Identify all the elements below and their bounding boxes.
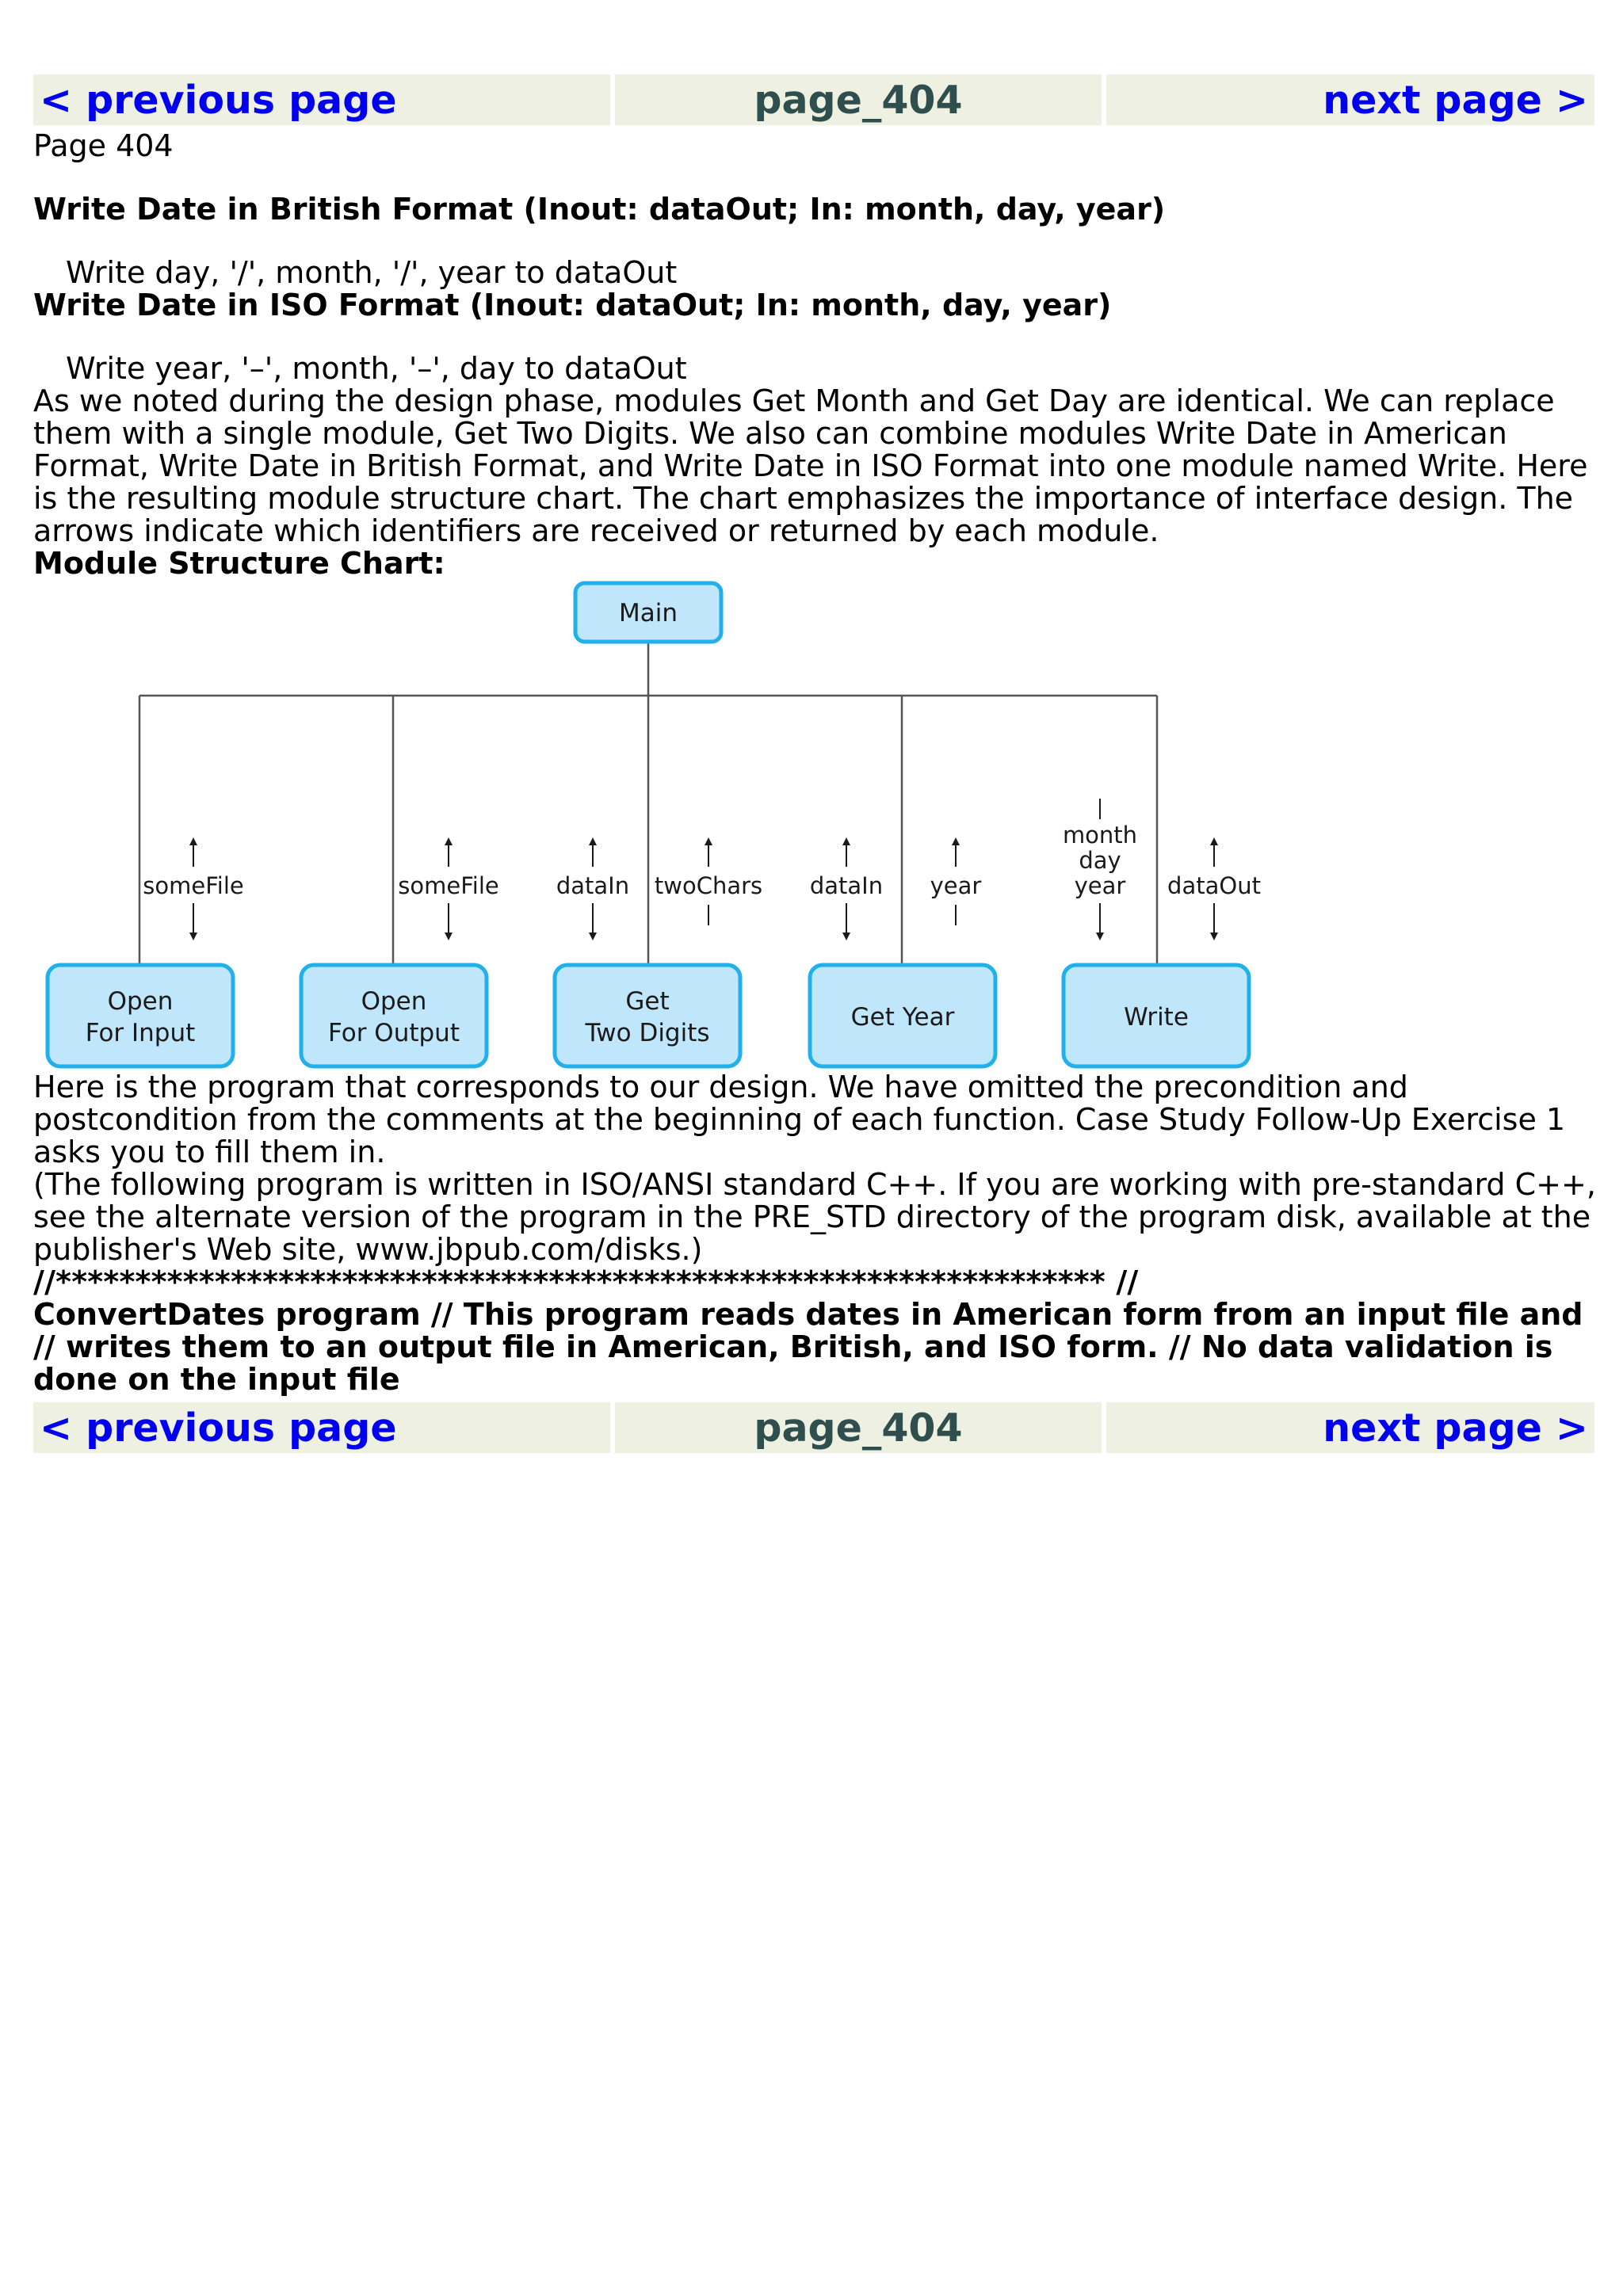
top-nav-prev-cell [33, 74, 610, 125]
code-comment-line: //****************************************************************** // [33, 1264, 1139, 1299]
module-write [1064, 965, 1249, 1066]
param-year-in: year [1074, 872, 1126, 899]
top-navigation-bar [33, 74, 1599, 125]
connector-lines [139, 642, 1157, 965]
chart-heading: Module Structure Chart: [33, 546, 445, 581]
module-get-year-label: Get Year [850, 1003, 955, 1032]
code-description: ConvertDates program // This program reads dates in American form from an input file and // writes them to an output file in American, British, and ISO form. // No data validation is done on the input file [33, 1297, 1583, 1397]
page-id-label-bottom: page_404 [754, 1405, 963, 1451]
module-structure-chart [33, 580, 1599, 1071]
bottom-navigation-bar [33, 1402, 1599, 1453]
main-module-label: Main [618, 599, 678, 627]
parameter-arrows [193, 799, 1214, 936]
next-page-link[interactable]: next page > [1323, 77, 1588, 123]
parameter-labels [143, 822, 1261, 899]
param-day: day [1079, 847, 1121, 874]
standard-paragraph: (The following program is written in ISO/ANSI standard C++. If you are working with pre-standard C++, see the alternate version of the program in the PRE_STD directory of the program disk, available at the publisher's Web site, www.jbpub.com/disks.) [33, 1167, 1596, 1267]
param-year-out: year [930, 872, 982, 899]
module-open-for-output-line1: Open [361, 987, 427, 1016]
iso-format-heading: Write Date in ISO Format (Inout: dataOut; In: month, day, year) [33, 288, 1112, 322]
british-format-heading: Write Date in British Format (Inout: dataOut; In: month, day, year) [33, 192, 1166, 227]
top-nav-next-cell [1106, 74, 1594, 125]
page-number: Page 404 [33, 128, 174, 163]
module-write-label: Write [1124, 1003, 1189, 1032]
param-somefile-1: someFile [143, 872, 244, 899]
module-open-for-output-line2: For Output [328, 1019, 460, 1047]
iso-format-step: Write year, '–', month, '–', day to dataOut [66, 351, 687, 386]
previous-page-link[interactable]: < previous page [40, 77, 397, 123]
module-get-two-digits-line1: Get [625, 987, 670, 1016]
bottom-nav-prev-cell [33, 1402, 610, 1453]
module-open-for-input-line2: For Input [85, 1019, 196, 1047]
module-open-for-output [301, 965, 487, 1066]
intro-paragraph: As we noted during the design phase, modules Get Month and Get Day are identical. We can replace them with a single module, Get Two Digits. We also can combine modules Write Date in American Format, Write Date in British Format, and Write Date in ISO Format into one module named Write. Here is the resulting module structure chart. The chart emphasizes the importance of interface design. The arrows indicate which identifiers are received or returned by each module. [33, 383, 1588, 548]
program-paragraph: Here is the program that corresponds to our design. We have omitted the precondition and postcondition from the comments at the beginning of each function. Case Study Follow-Up Exercise 1 asks you to fill them in. [33, 1070, 1566, 1169]
document-page [33, 74, 1599, 1453]
param-datain-1: dataIn [556, 872, 630, 899]
module-structure-chart-svg [33, 580, 1599, 1071]
param-twochars: twoChars [654, 872, 763, 899]
module-get-two-digits [555, 965, 740, 1066]
next-page-link-bottom[interactable]: next page > [1323, 1405, 1588, 1451]
module-get-two-digits-line2: Two Digits [585, 1019, 710, 1047]
param-datain-2: dataIn [809, 872, 884, 899]
main-module-box [575, 583, 721, 642]
module-open-for-input [48, 965, 233, 1066]
previous-page-link-bottom[interactable]: < previous page [40, 1405, 397, 1451]
param-month: month [1062, 822, 1138, 849]
bottom-nav-page-cell [615, 1402, 1102, 1453]
british-format-step: Write day, '/', month, '/', year to dataOut [66, 255, 678, 290]
param-dataout: dataOut [1167, 872, 1261, 899]
bottom-nav-next-cell [1106, 1402, 1594, 1453]
param-somefile-2: someFile [398, 872, 499, 899]
top-nav-page-cell [615, 74, 1102, 125]
module-open-for-input-line1: Open [107, 987, 174, 1016]
module-get-year [810, 965, 995, 1066]
page-id-label: page_404 [754, 77, 963, 123]
